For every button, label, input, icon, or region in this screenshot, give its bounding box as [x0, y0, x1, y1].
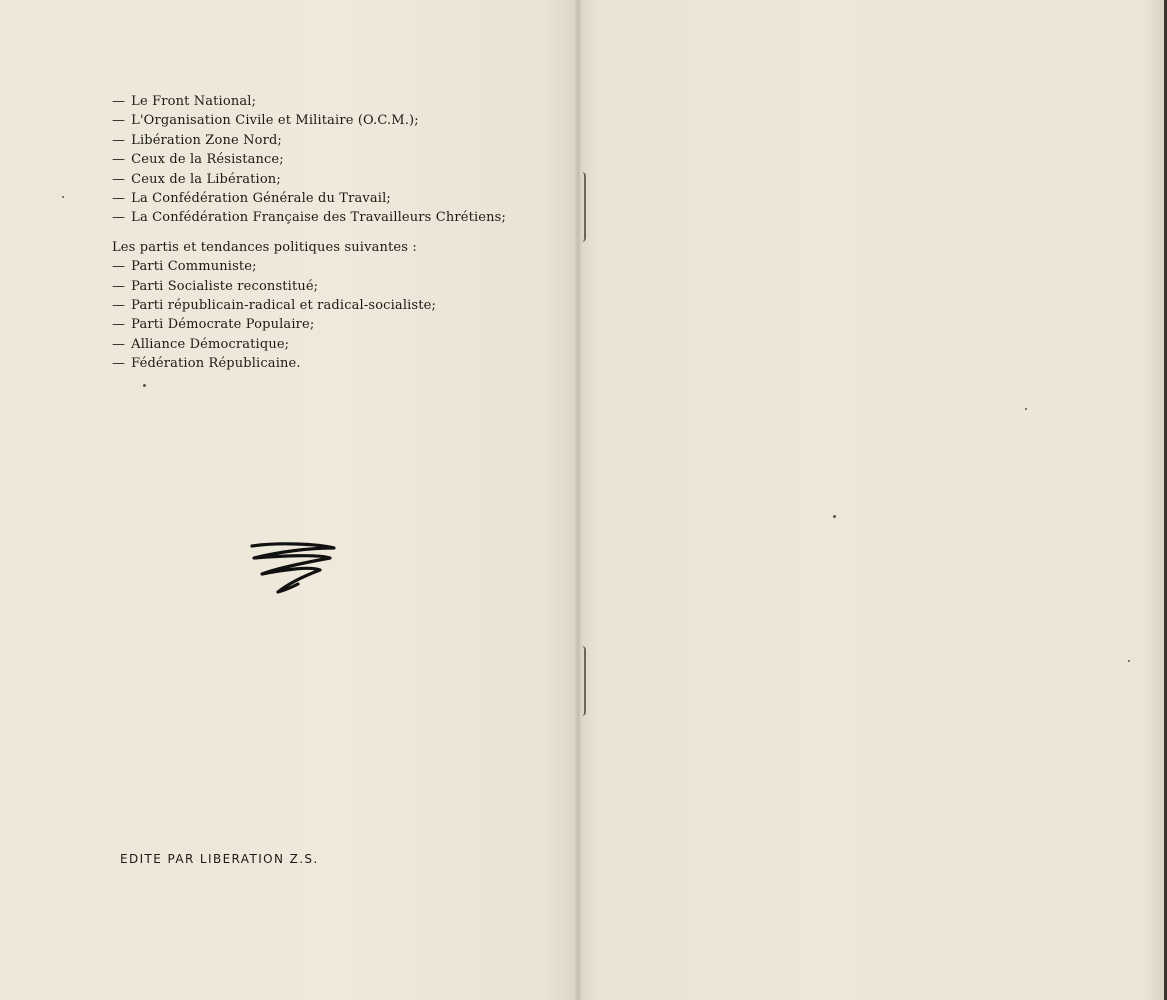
list-item	[112, 150, 552, 169]
scribble-ornament	[248, 540, 338, 600]
list-dash: —	[112, 132, 126, 148]
list-item	[112, 335, 552, 354]
organization-name: Libération Zone Nord;	[131, 132, 282, 148]
list-dash: —	[112, 356, 126, 372]
list-dash: —	[112, 259, 126, 275]
party-name: Parti Socialiste reconstitué;	[131, 278, 319, 294]
list-item	[112, 296, 552, 315]
publisher-imprint: EDITE PAR LIBERATION Z.S.	[120, 852, 319, 866]
organization-list	[112, 92, 552, 228]
book-gutter	[574, 0, 582, 1000]
list-item	[112, 189, 552, 208]
party-list	[112, 257, 552, 373]
list-item	[112, 315, 552, 334]
list-item	[112, 92, 552, 111]
list-dash: —	[112, 336, 126, 352]
list-dash: —	[112, 317, 126, 333]
list-item	[112, 277, 552, 296]
right-page	[578, 0, 1167, 1000]
list-dash: —	[112, 210, 126, 226]
organization-name: Ceux de la Libération;	[131, 171, 281, 187]
list-dash: —	[112, 278, 126, 294]
paper-speck	[1025, 408, 1027, 410]
list-dash: —	[112, 191, 126, 207]
paper-speck	[1128, 660, 1130, 662]
organization-name: Ceux de la Résistance;	[131, 152, 284, 168]
binding-stitch	[574, 172, 586, 242]
list-dash: —	[112, 94, 126, 109]
list-dash: —	[112, 113, 126, 129]
left-page	[0, 0, 578, 1000]
scribble-stroke	[252, 544, 334, 592]
list-dash: —	[112, 152, 126, 168]
list-item	[112, 111, 552, 130]
list-item	[112, 208, 552, 227]
paper-speck	[833, 515, 836, 518]
paper-speck	[143, 384, 146, 387]
party-name: Parti Démocrate Populaire;	[131, 317, 315, 333]
list-item	[112, 354, 552, 373]
party-name: Parti républicain-radical et radical-socialiste;	[131, 298, 437, 314]
paper-speck	[62, 196, 64, 198]
list-dash: —	[112, 171, 126, 187]
list-item	[112, 170, 552, 189]
list-item	[112, 257, 552, 276]
party-name: Parti Communiste;	[131, 259, 257, 275]
party-name: Alliance Démocratique;	[131, 336, 290, 352]
party-name: Fédération Républicaine.	[131, 356, 301, 372]
organization-name: Le Front National;	[131, 94, 257, 109]
list-dash: —	[112, 298, 126, 314]
binding-stitch	[574, 646, 586, 716]
left-page-text	[112, 92, 552, 374]
parties-heading: Les partis et tendances politiques suivantes :	[112, 239, 417, 255]
organization-name: La Confédération Française des Travailleurs Chrétiens;	[131, 210, 506, 226]
organization-name: La Confédération Générale du Travail;	[131, 191, 391, 207]
organization-name: L'Organisation Civile et Militaire (O.C.M.);	[131, 113, 419, 129]
list-item	[112, 131, 552, 150]
